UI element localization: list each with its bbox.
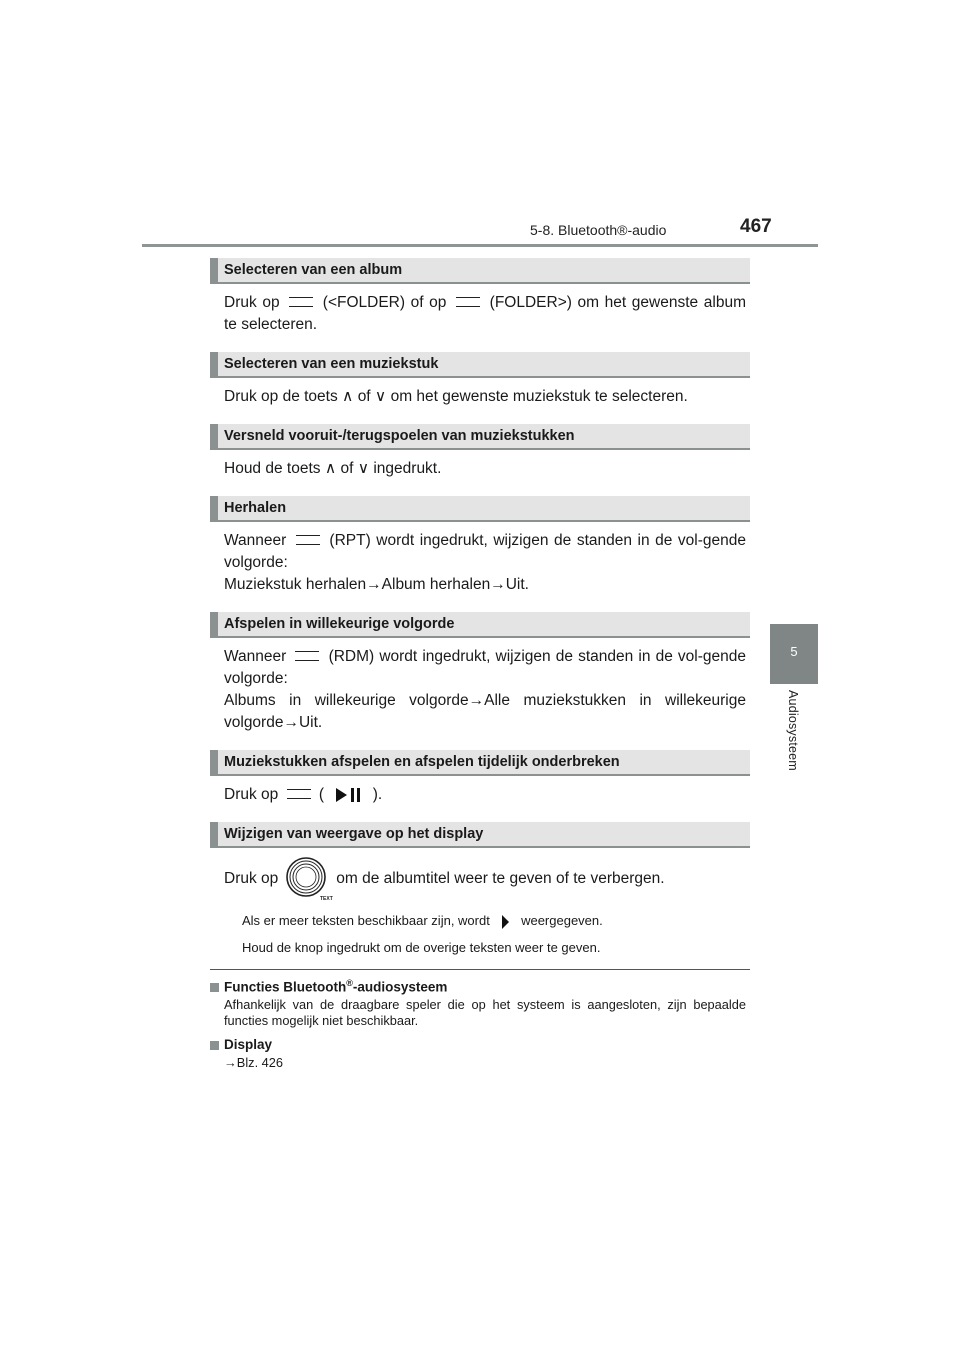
main-content <box>210 258 750 1079</box>
note-text: Als er meer teksten beschikbaar zijn, wordt <box>242 913 490 928</box>
info-title: Functies Bluetooth®-audiosysteem <box>210 978 750 995</box>
section-body <box>224 784 746 806</box>
section-heading: Herhalen <box>210 496 750 522</box>
body-text: Druk op de toets ∧ of ∨ om het gewenste muziekstuk te selecteren. <box>224 388 688 405</box>
info-body: →Blz. 426 <box>224 1055 284 1071</box>
body-text: (FOLDER>) om het gewenste album te selecteren. <box>224 294 746 333</box>
section-body <box>224 646 746 734</box>
section-heading: Muziekstukken afspelen en afspelen tijdelijk onderbreken <box>210 750 750 776</box>
button-icon <box>287 789 311 799</box>
section-body <box>224 530 746 596</box>
body-text: om de albumtitel weer te geven of te verbergen. <box>336 870 665 887</box>
body-text: Houd de toets ∧ of ∨ ingedrukt. <box>224 460 442 477</box>
button-icon <box>296 535 320 545</box>
section-body <box>224 292 746 336</box>
body-text: ). <box>372 786 383 803</box>
info-title: Display <box>210 1037 750 1052</box>
section-body <box>224 458 746 480</box>
body-text: Druk op <box>224 870 279 887</box>
notes <box>242 912 746 957</box>
body-text: Druk op <box>224 294 280 311</box>
chapter-number: 5 <box>790 644 798 659</box>
body-text: (<FOLDER) of op <box>322 294 447 311</box>
body-text: Druk op <box>224 786 279 803</box>
body-text: Wanneer <box>224 648 287 665</box>
section-body <box>224 856 746 902</box>
section-heading: Wijzigen van weergave op het display <box>210 822 750 848</box>
section-heading: Versneld vooruit-/terugspoelen van muziekstukken <box>210 424 750 450</box>
body-text: (RPT) wordt ingedrukt, wijzigen de standen in de vol-gende volgorde: <box>224 532 746 571</box>
chapter-tab <box>770 624 818 684</box>
chapter-label: Audiosysteem <box>786 690 800 771</box>
section-path: 5-8. Bluetooth®-audio <box>530 222 667 238</box>
arrow-right-icon <box>499 913 511 931</box>
square-bullet-icon <box>210 983 219 992</box>
page-number: 467 <box>740 216 772 237</box>
text-knob-icon <box>284 856 334 902</box>
header-rule <box>142 244 818 247</box>
note-text: Houd de knop ingedrukt om de overige teksten weer te geven. <box>242 939 601 955</box>
divider <box>210 969 750 970</box>
square-bullet-icon <box>210 1041 219 1050</box>
button-icon <box>295 651 319 661</box>
section-heading: Selecteren van een muziekstuk <box>210 352 750 378</box>
body-text: Wanneer <box>224 532 287 549</box>
section-body <box>224 386 746 408</box>
body-text: (RDM) wordt ingedrukt, wijzigen de standen in de vol-gende volgorde: <box>224 648 747 687</box>
button-icon <box>289 297 313 307</box>
knob-label: TEXT <box>320 896 334 902</box>
body-text: Albums in willekeurige volgorde→Alle muziekstukken in willekeurige volgorde→Uit. <box>224 692 746 731</box>
button-icon <box>456 297 480 307</box>
body-text: ( <box>318 786 325 803</box>
page-header <box>0 0 960 250</box>
body-text: Muziekstuk herhalen→Album herhalen→Uit. <box>224 576 529 593</box>
note-text: weergegeven. <box>521 913 603 928</box>
play-pause-icon <box>334 787 362 803</box>
section-heading: Afspelen in willekeurige volgorde <box>210 612 750 638</box>
section-heading: Selecteren van een album <box>210 258 750 284</box>
info-body: Afhankelijk van de draagbare speler die op het systeem is aangesloten, zijn bepaalde functies mogelijk niet beschikbaar. <box>224 997 746 1029</box>
